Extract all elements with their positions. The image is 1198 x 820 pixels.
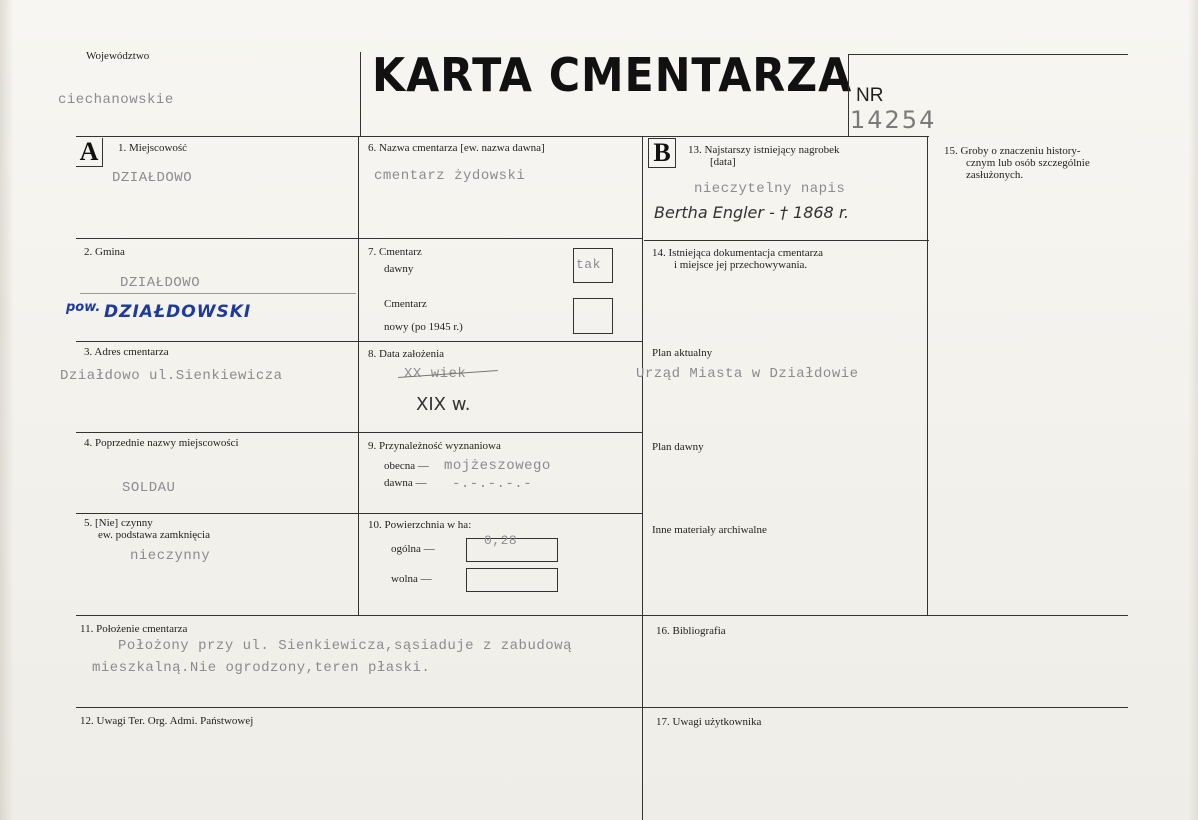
card-title: KARTA CMENTARZA (372, 48, 853, 102)
najstarszy-nagrobek-label: 13. Najstarszy istniejący nagrobek (688, 144, 840, 156)
plan-aktualny-value: Urząd Miasta w Działdowie (636, 366, 859, 382)
cmentarz-dawny-label-2: dawny (384, 263, 414, 275)
row-rule-4 (76, 513, 642, 514)
polozenie-line-2: mieszkalną.Nie ogrodzony,teren płaski. (92, 660, 431, 676)
inne-materialy-label: Inne materiały archiwalne (652, 524, 767, 536)
gmina-label: 2. Gmina (84, 246, 125, 258)
nazwa-cmentarza-value: cmentarz żydowski (374, 168, 526, 184)
wojewodztwo-label: Województwo (86, 50, 150, 62)
row-rule-1 (76, 238, 642, 239)
data-zalozenia-label: 8. Data założenia (368, 348, 445, 360)
gmina-underline (80, 293, 356, 294)
powiat-value: DZIAŁDOWSKI (104, 302, 252, 322)
nowy-checkbox[interactable] (573, 298, 613, 334)
data-zalozenia-hand: XIX w. (416, 394, 471, 415)
col-rule-3 (927, 136, 928, 615)
paper-edge-right (1188, 0, 1198, 820)
miejscowosc-value: DZIAŁDOWO (112, 170, 193, 186)
powiat-prefix: pow. (66, 300, 101, 315)
dawna-value: -.-.-.-.- (452, 476, 533, 492)
col-rule-bottom (642, 615, 643, 820)
row-rule-5 (76, 615, 1128, 616)
nr-left-rule (848, 54, 849, 136)
poprzednie-nazwy-label: 4. Poprzednie nazwy miejscowości (84, 437, 239, 449)
groby-label-3: zasłużonych. (966, 169, 1024, 181)
ogolna-value: 0,28 (484, 533, 518, 548)
adres-value: Działdowo ul.Sienkiewicza (60, 368, 283, 384)
przynaleznosc-label: 9. Przynależność wyznaniowa (368, 440, 501, 452)
grid-top-rule (76, 136, 929, 137)
miejscowosc-label: 1. Miejscowość (118, 142, 188, 154)
wojewodztwo-value: ciechanowskie (58, 92, 174, 108)
wolna-label: wolna — (391, 573, 432, 585)
cmentarz-nowy-label: Cmentarz (384, 298, 427, 310)
data-zalozenia-struck: XX wiek (404, 366, 467, 382)
nr-label: NR (856, 85, 884, 106)
uwagi-uzytkownika-label: 17. Uwagi użytkownika (656, 716, 762, 728)
dokumentacja-label: 14. Istniejąca dokumentacja cmentarza (652, 247, 824, 259)
najstarszy-nagrobek-label-2: [data] (710, 156, 736, 168)
polozenie-line-1: Położony przy ul. Sienkiewicza,sąsiaduje z zabudową (118, 638, 572, 654)
paper-edge-left (0, 0, 14, 820)
gmina-value: DZIAŁDOWO (120, 275, 201, 291)
plan-aktualny-label: Plan aktualny (652, 347, 713, 359)
dawna-label: dawna — (384, 477, 427, 489)
section-a-letter: A (76, 138, 103, 167)
obecna-label: obecna — (384, 460, 429, 472)
czynny-label: 5. [Nie] czynny (84, 517, 153, 529)
bibliografia-label: 16. Bibliografia (656, 625, 726, 637)
najstarszy-nagrobek-hand: Bertha Engler - † 1868 r. (654, 203, 850, 222)
podstawa-zamkniecia-label: ew. podstawa zamknięcia (98, 529, 210, 541)
ogolna-label: ogólna — (391, 543, 435, 555)
nr-value: 14254 (850, 106, 937, 134)
polozenie-label: 11. Położenie cmentarza (80, 623, 188, 635)
row-rule-6 (76, 707, 1128, 708)
title-left-rule (360, 52, 361, 136)
nr-top-rule (848, 54, 1128, 55)
plan-dawny-label: Plan dawny (652, 441, 704, 453)
groby-label-2: cznym lub osób szczególnie (966, 157, 1090, 169)
section-b-letter: B (648, 138, 676, 168)
nazwa-cmentarza-label: 6. Nazwa cmentarza [ew. nazwa dawna] (368, 142, 545, 154)
powierzchnia-label: 10. Powierzchnia w ha: (368, 519, 472, 531)
najstarszy-nagrobek-value: nieczytelny napis (694, 181, 846, 197)
row-rule-3 (76, 432, 642, 433)
czynny-value: nieczynny (130, 548, 211, 564)
poprzednie-nazwy-value: SOLDAU (122, 480, 176, 496)
row-rule-2 (76, 341, 642, 342)
obecna-value: mojżeszowego (444, 458, 551, 474)
dokumentacja-label-2: i miejsce jej przechowywania. (674, 259, 808, 271)
col-rule-1 (358, 136, 359, 615)
cmentarz-dawny-label: 7. Cmentarz (368, 246, 422, 258)
wolna-box[interactable] (466, 568, 558, 592)
adres-label: 3. Adres cmentarza (84, 346, 169, 358)
dawny-value: tak (576, 257, 601, 272)
uwagi-ter-label: 12. Uwagi Ter. Org. Admi. Państwowej (80, 715, 254, 727)
groby-label: 15. Groby o znaczeniu history- (944, 145, 1081, 157)
cmentarz-nowy-label-2: nowy (po 1945 r.) (384, 321, 463, 333)
row-rule-1b (644, 240, 929, 241)
